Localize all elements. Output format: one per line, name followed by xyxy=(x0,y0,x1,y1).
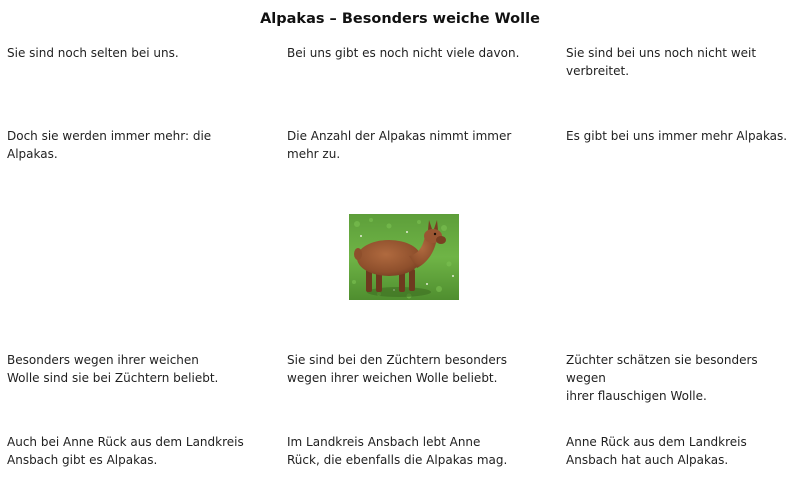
line: Anne Rück aus dem Landkreis xyxy=(566,435,747,449)
line: Besonders wegen ihrer weichen xyxy=(7,353,199,367)
line: Sie sind bei uns noch nicht weit xyxy=(566,46,757,60)
sentence-r4-c2 xyxy=(287,433,507,469)
sentence-r4-c1 xyxy=(7,433,244,469)
line: Züchter schätzen sie besonders wegen xyxy=(566,353,758,385)
line: Sie sind bei den Züchtern besonders xyxy=(287,353,507,367)
sentence-r1-c1 xyxy=(7,44,179,62)
line: Ansbach gibt es Alpakas. xyxy=(7,453,158,467)
line: wegen ihrer weichen Wolle beliebt. xyxy=(287,371,498,385)
line: Auch bei Anne Rück aus dem Landkreis xyxy=(7,435,244,449)
line: Im Landkreis Ansbach lebt Anne xyxy=(287,435,481,449)
sentence-r3-c2 xyxy=(287,351,507,387)
line: Ansbach hat auch Alpakas. xyxy=(566,453,729,467)
sentence-r4-c3 xyxy=(566,433,747,469)
line: ihrer flauschigen Wolle. xyxy=(566,389,707,403)
line: Sie sind noch selten bei uns. xyxy=(7,46,179,60)
line: Rück, die ebenfalls die Alpakas mag. xyxy=(287,453,508,467)
line: Die Anzahl der Alpakas nimmt immer xyxy=(287,129,512,143)
sentence-r1-c3 xyxy=(566,44,756,80)
line: Wolle sind sie bei Züchtern beliebt. xyxy=(7,371,219,385)
line: verbreitet. xyxy=(566,64,630,78)
sentence-r2-c1 xyxy=(7,127,211,163)
line: mehr zu. xyxy=(287,147,341,161)
page-title: Alpakas – Besonders weiche Wolle xyxy=(260,11,540,27)
line: Es gibt bei uns immer mehr Alpakas. xyxy=(566,129,788,143)
line: Alpakas. xyxy=(7,147,58,161)
line: Bei uns gibt es noch nicht viele davon. xyxy=(287,46,520,60)
sentence-r1-c2 xyxy=(287,44,519,62)
alpaca-photo xyxy=(349,214,459,300)
sentence-r2-c3 xyxy=(566,127,787,145)
sentence-r2-c2 xyxy=(287,127,511,163)
sentence-r3-c3 xyxy=(566,351,800,405)
line: Doch sie werden immer mehr: die xyxy=(7,129,212,143)
sentence-r3-c1 xyxy=(7,351,218,387)
